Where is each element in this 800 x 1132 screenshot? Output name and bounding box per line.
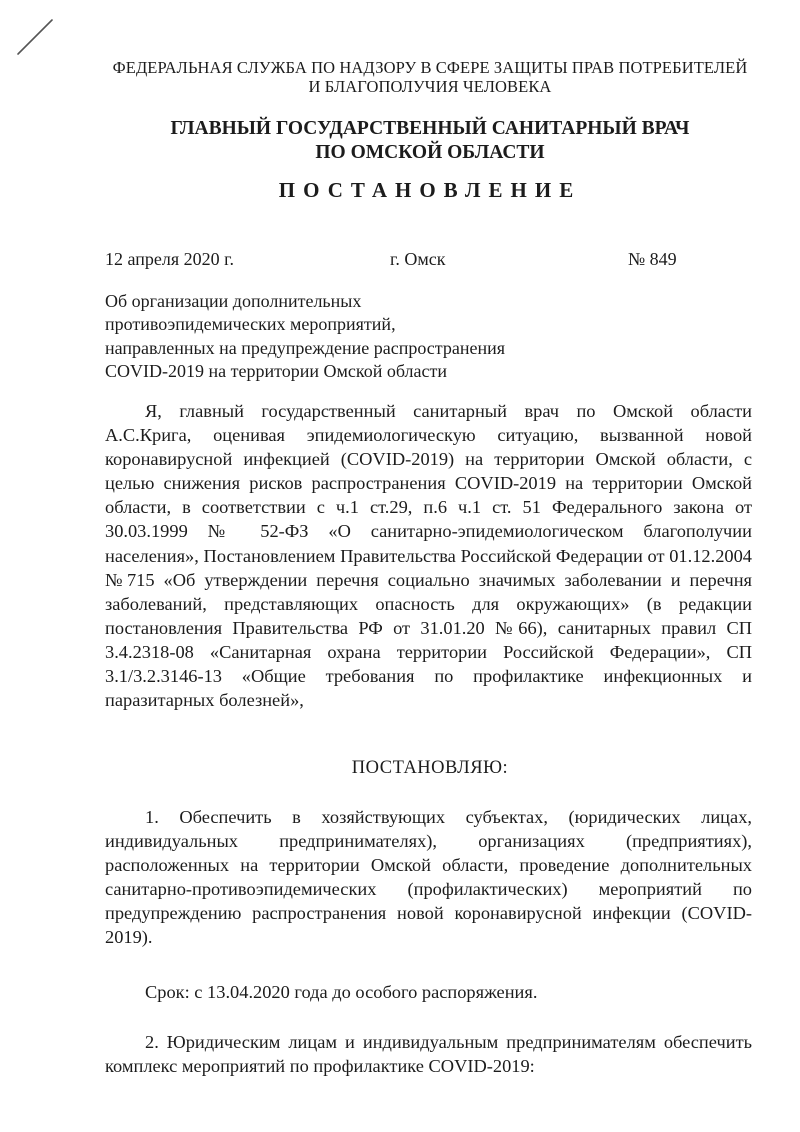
document-number: № 849 <box>628 249 677 269</box>
subject-line-3: направленных на предупреждение распространения <box>105 337 506 358</box>
document-date: 12 апреля 2020 г. <box>105 249 234 269</box>
scan-pen-mark <box>14 14 58 58</box>
document-city: г. Омск <box>390 249 446 269</box>
agency-line-2: И БЛАГОПОЛУЧИЯ ЧЕЛОВЕКА <box>308 77 552 96</box>
order-item-1: 1. Обеспечить в хозяйствующих субъектах, (юридических лицах, индивидуальных предпринимателях), организациях (предприятиях), расположенных на территории Омской области, проведение дополнительных санитарно-противоэпидемических (профилактических) мероприятий по предупреждению распространения новой коронавирусной инфекции (COVID-2019). <box>105 807 752 948</box>
deadline-text: Срок: с 13.04.2020 года до особого распоряжения. <box>145 982 538 1002</box>
subject-line-2: противоэпидемических мероприятий, <box>105 314 396 335</box>
issuer-title-line-1: ГЛАВНЫЙ ГОСУДАРСТВЕННЫЙ САНИТАРНЫЙ ВРАЧ <box>170 118 690 139</box>
issuer-title-line-2: ПО ОМСКОЙ ОБЛАСТИ <box>315 142 545 163</box>
agency-header <box>100 58 760 96</box>
document-subject <box>105 290 505 383</box>
preamble-paragraph: Я, главный государственный санитарный врач по Омской области А.С.Крига, оценивая эпидемиологическую ситуацию, вызванной новой коронавирусной инфекцией (COVID-2019) на территории Омской области, с целью снижения рисков распространения COVID-2019 на территории Омской области, в соответствии с ч.1 ст.29, п.6 ч.1 ст. 51 Федерального закона от 30.03.1999 № 52-ФЗ «О санитарно-эпидемиологическом благополучии населения», Постановлением Правительства Российской Федерации от 01.12.2004 №715 «Об утверждении перечня социально значимых заболевании и перечня заболеваний, представляющих опасность для окружающих» (в редакции постановления Правительства РФ от 31.01.20 №66), санитарных правил СП 3.4.2318-08 «Санитарная охрана территории Российской Федерации», СП 3.1/3.2.3146-13 «Общие требования по профилактике инфекционных и паразитарных болезней», <box>105 401 752 711</box>
subject-line-4: COVID-2019 на территории Омской области <box>105 360 448 381</box>
subject-line-1: Об организации дополнительных <box>105 291 362 311</box>
agency-line-1: ФЕДЕРАЛЬНАЯ СЛУЖБА ПО НАДЗОРУ В СФЕРЕ ЗАЩИТЫ ПРАВ ПОТРЕБИТЕЛЕЙ <box>112 58 748 77</box>
document-type: ПОСТАНОВЛЕНИЕ <box>278 178 582 202</box>
order-item-2: 2. Юридическим лицам и индивидуальным предпринимателям обеспечить комплекс мероприятий по профилактике COVID-2019: <box>105 1032 752 1077</box>
issuer-title <box>100 117 760 165</box>
decree-heading: ПОСТАНОВЛЯЮ: <box>351 758 509 778</box>
